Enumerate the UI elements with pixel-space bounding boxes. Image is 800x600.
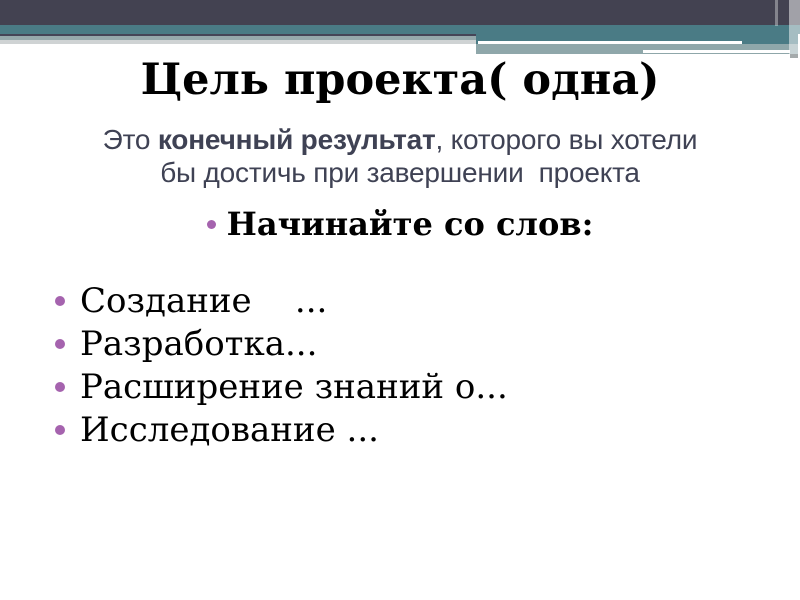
list-item-label: Создание ...: [80, 280, 328, 321]
list-item-label: Исследование ...: [80, 409, 379, 450]
list-item: [55, 365, 508, 408]
list-item-label: Расширение знаний о...: [80, 366, 508, 407]
subtitle-bold-text: конечный результат: [157, 124, 436, 155]
list-item: [55, 322, 508, 365]
subtitle-text: бы достичь при завершении проекта: [160, 157, 640, 188]
subtitle-text: , которого вы хотели: [435, 124, 698, 155]
bullet-list: [55, 279, 508, 451]
subtitle-line-1: [0, 123, 800, 156]
header-right-stripe: [789, 0, 800, 57]
bullet-icon: [207, 220, 216, 229]
bullet-icon: [55, 382, 65, 392]
subtitle-text: Это: [102, 124, 158, 155]
header-bar-dark: [0, 0, 800, 26]
slide-title: Цель проекта( одна): [140, 55, 660, 105]
lead-bullet-label: Начинайте со слов:: [226, 205, 594, 243]
bullet-icon: [55, 425, 65, 435]
header-bar-teal: [0, 25, 800, 34]
list-item-label: Разработка...: [80, 323, 318, 364]
list-item: [55, 408, 508, 451]
header-white-line-2: [643, 50, 790, 53]
list-item: [55, 279, 508, 322]
header-right-thin-line: [775, 0, 778, 26]
subtitle-line-2: [0, 156, 800, 189]
lead-bullet-line: [0, 204, 800, 244]
bullet-icon: [55, 296, 65, 306]
bullet-icon: [55, 339, 65, 349]
header-stripe-light-gray: [0, 40, 476, 44]
slide-subtitle: [0, 123, 800, 189]
